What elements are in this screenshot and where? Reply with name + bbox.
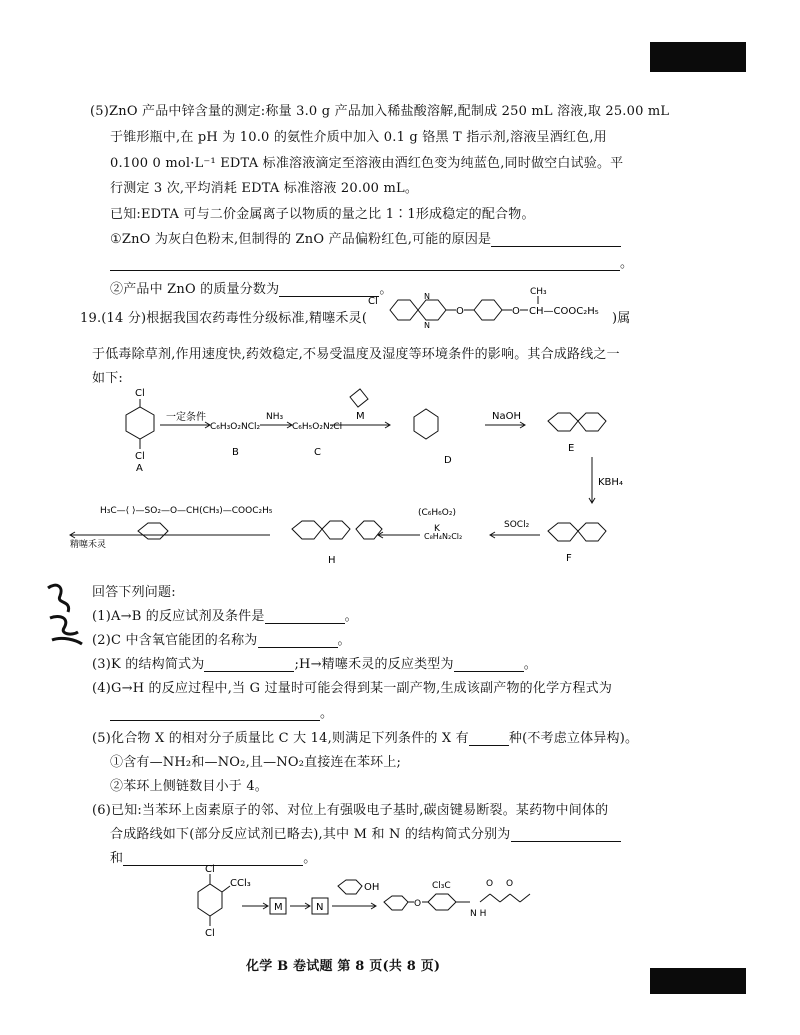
q5-sub1-continuation (110, 252, 633, 271)
period: 。 (303, 851, 317, 866)
step1-condition: 一定条件 (166, 412, 206, 423)
q19-part6-and: 和 (110, 851, 124, 866)
corner-mark-top (650, 42, 746, 72)
q19-intro-end: )属 (612, 311, 631, 326)
q5-sub1-text: ①ZnO 为灰白色粉末,但制得的 ZnO 产品偏粉红色,可能的原因是 (110, 232, 492, 247)
answer-blank[interactable] (258, 633, 338, 648)
handwritten-mark (42, 578, 90, 648)
answer-prompt: 回答下列问题: (92, 585, 176, 600)
q19-part1-text: (1)A→B 的反应试剂及条件是 (92, 609, 265, 624)
naoh-reagent: NaOH (492, 411, 521, 422)
label-h: H (328, 555, 336, 566)
chloro-label: Cl (368, 296, 378, 307)
label-f: F (566, 553, 572, 564)
label-m: M (356, 411, 365, 422)
product-name: 精噻禾灵 (70, 540, 107, 550)
label-d: D (444, 455, 452, 466)
q5-line4: 行测定 3 次,平均消耗 EDTA 标准溶液 20.00 mL。 (110, 181, 419, 196)
q19-part5 (92, 727, 638, 746)
q19-part3-text: (3)K 的结构简式为 (92, 657, 205, 672)
scheme2-carbonyl-o: O (486, 879, 494, 889)
phenol-oh: OH (364, 882, 380, 893)
scheme2-nh: N H (470, 909, 487, 919)
scheme2-chloro-top: Cl (205, 864, 215, 875)
period: 。 (379, 282, 393, 297)
ether-oxygen-label: O (512, 306, 520, 317)
b-formula: C₆H₃O₂NCl₂ (210, 422, 261, 432)
scheme2-carbonyl-o: O (506, 879, 514, 889)
label-e: E (568, 443, 575, 454)
g-formula: C₈H₄N₂Cl₂ (424, 532, 463, 541)
q5-sub2 (110, 278, 393, 297)
n-box-label: N (316, 902, 324, 913)
nitrogen-label: N (424, 292, 430, 301)
page-footer: 化学 B 卷试题 第 8 页(共 8 页) (246, 959, 441, 974)
q19-intro-start: 19.(14 分)根据我国农药毒性分级标准,精噻禾灵( (80, 311, 368, 326)
target-molecule-structure (368, 286, 613, 332)
period: 。 (337, 633, 351, 648)
q19-part5-cond1: ①含有—NH₂和—NO₂,且—NO₂直接连在苯环上; (110, 755, 402, 770)
answer-blank[interactable] (491, 232, 621, 247)
synthesis-scheme (60, 385, 700, 575)
q19-part5-text: (5)化合物 X 的相对分子质量比 C 大 14,则满足下列条件的 X 有 (92, 731, 469, 746)
answer-blank[interactable] (265, 609, 345, 624)
methyl-label: CH₃ (530, 287, 547, 297)
q19-part2 (92, 629, 351, 648)
q19-part6: (6)已知:当苯环上卤素原子的邻、对位上有强吸电子基时,碳卤键易断裂。某药物中间体的 (92, 803, 609, 818)
period: 。 (620, 256, 634, 271)
scheme2-ccl3: CCl₃ (230, 878, 251, 889)
q19-part3 (92, 653, 537, 672)
q19-part4: (4)G→H 的反应过程中,当 G 过量时可能会得到某一副产物,生成该副产物的化学方程式为 (92, 681, 613, 696)
period: 。 (320, 706, 334, 721)
a-chloro-top: Cl (135, 388, 145, 399)
q19-part6-text: 合成路线如下(部分反应试剂已略去),其中 M 和 N 的结构简式分别为 (110, 827, 511, 842)
label-k: K (434, 524, 440, 534)
nitrogen-label: N (424, 321, 430, 330)
label-c: C (314, 447, 321, 458)
kbh4-reagent: KBH₄ (598, 477, 623, 488)
scheme2-cl3c: Cl₃C (432, 881, 451, 891)
period: 。 (523, 657, 537, 672)
q5-line1: (5)ZnO 产品中锌含量的测定:称量 3.0 g 产品加入稀盐酸溶解,配制成 250 mL 溶液,取 25.00 mL (90, 104, 670, 119)
c-formula: C₆H₅O₂N₂Cl (292, 422, 343, 432)
answer-blank[interactable] (110, 706, 320, 721)
answer-blank[interactable] (279, 282, 379, 297)
q5-sub1 (110, 228, 621, 247)
q5-line5: 已知:EDTA 可与二价金属离子以物质的量之比 1∶1形成稳定的配合物。 (110, 207, 535, 222)
corner-mark-bottom (650, 968, 746, 994)
q19-part4-blank (110, 702, 333, 721)
nh3-reagent: NH₃ (266, 412, 284, 422)
q19-intro2: 于低毒除草剂,作用速度快,药效稳定,不易受温度及湿度等环境条件的影响。其合成路线之一 (92, 347, 620, 362)
q19-intro3: 如下: (92, 371, 123, 386)
k-formula: (C₆H₆O₂) (418, 508, 456, 518)
q19-part5-text2: 种(不考虑立体异构)。 (508, 731, 639, 746)
label-b: B (232, 447, 239, 458)
scheme2-chloro-bottom: Cl (205, 928, 215, 939)
scheme2-ether-o: O (414, 899, 422, 909)
answer-blank[interactable] (204, 657, 294, 672)
m-box-label: M (274, 902, 283, 913)
q5-line3: 0.100 0 mol·L⁻¹ EDTA 标准溶液滴定至溶液由酒红色变为纯蓝色,同时做空白试验。平 (110, 156, 624, 171)
answer-blank[interactable] (469, 731, 509, 746)
answer-blank[interactable] (454, 657, 524, 672)
socl2-reagent: SOCl₂ (504, 520, 530, 530)
label-a: A (136, 463, 143, 474)
period: 。 (344, 609, 358, 624)
a-chloro-bottom: Cl (135, 451, 145, 462)
answer-blank[interactable] (110, 256, 620, 271)
q19-part6-line2 (110, 823, 621, 842)
ether-oxygen-label: O (456, 306, 464, 317)
q19-part3-text2: ;H→精噻禾灵的反应类型为 (294, 657, 454, 672)
tosylate-reagent: H₃C—⟨ ⟩—SO₂—O—CH(CH₃)—COOC₂H₅ (100, 506, 273, 516)
q5-sub2-text: ②产品中 ZnO 的质量分数为 (110, 282, 280, 297)
answer-blank[interactable] (511, 827, 621, 842)
synthesis-scheme-2 (180, 862, 570, 944)
q5-line2: 于锥形瓶中,在 pH 为 10.0 的氨性介质中加入 0.1 g 铬黑 T 指示剂,溶液呈酒红色,用 (110, 130, 607, 145)
q19-part2-text: (2)C 中含氧官能团的名称为 (92, 633, 258, 648)
ester-chain-label: CH—COOC₂H₅ (529, 306, 599, 317)
q19-part1 (92, 605, 358, 624)
q19-part5-cond2: ②苯环上侧链数目小于 4。 (110, 779, 269, 794)
